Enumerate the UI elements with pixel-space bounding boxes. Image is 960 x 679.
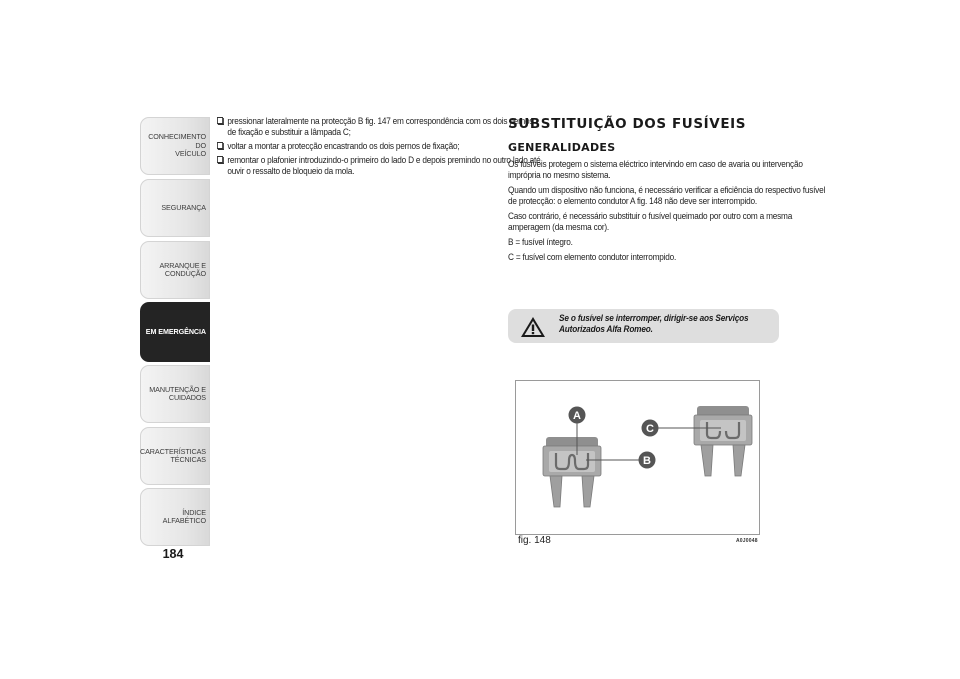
right-column-text xyxy=(508,159,828,267)
tab-label: CARACTERÍSTICAS TÉCNICAS xyxy=(140,446,206,464)
page-number: 184 xyxy=(162,547,184,561)
tab-arranque-e-conducao[interactable] xyxy=(140,241,210,299)
bullet-text: pressionar lateralmente na protecção B fig. 147 em correspondência com os dois pernos de fixação e substituir a lâmpada C; xyxy=(227,116,534,138)
paragraph: Quando um dispositivo não funciona, é necessário verificar a eficiência do respectivo fusível de protecção: o elemento condutor A fig. 148 não deve ser interrompido. xyxy=(508,185,826,207)
figure-caption: fig. 148 xyxy=(518,535,551,546)
tab-label: CONHECIMENTO DO VEÍCULO xyxy=(148,132,206,159)
label-c: C xyxy=(646,423,654,435)
list-item xyxy=(217,141,542,152)
list-item xyxy=(217,155,542,177)
checkbox-bullet-icon xyxy=(217,117,223,124)
blown-fuse xyxy=(694,406,752,476)
tab-manutencao-e-cuidados[interactable] xyxy=(140,365,210,423)
paragraph: Caso contrário, é necessário substituir o fusível queimado por outro com a mesma amperagem (da mesma cor). xyxy=(508,211,793,233)
bullet-text: voltar a montar a protecção encastrando os dois pernos de fixação; xyxy=(227,141,460,152)
checkbox-bullet-icon xyxy=(217,142,223,149)
figure-code: A0J0048 xyxy=(736,538,758,544)
section-title: SUBSTITUIÇÃO DOS FUSÍVEIS xyxy=(508,116,747,132)
bullet-text: remontar o plafonier introduzindo-o primeiro do lado D e depois premindo no outro lado até ouvir o ressalto de bloqueio da mola. xyxy=(227,155,541,177)
left-column xyxy=(217,116,542,180)
list-item xyxy=(217,116,542,138)
paragraph: C = fusível com elemento condutor interrompido. xyxy=(508,252,677,263)
tab-conhecimento-do-veiculo[interactable] xyxy=(140,117,210,175)
intact-fuse xyxy=(543,437,601,507)
tab-label: EM EMERGÊNCIA xyxy=(145,326,206,336)
subsection-title: GENERALIDADES xyxy=(508,141,616,154)
checkbox-bullet-icon xyxy=(217,156,223,163)
tab-label: ÍNDICE ALFABÉTICO xyxy=(162,507,206,525)
tab-seguranca[interactable] xyxy=(140,179,210,237)
paragraph: B = fusível íntegro. xyxy=(508,237,573,248)
tab-label: ARRANQUE E CONDUÇÃO xyxy=(159,260,206,278)
section-header xyxy=(508,116,818,132)
tab-label: SEGURANÇA xyxy=(161,202,206,212)
fuse-illustration xyxy=(516,381,759,534)
tab-em-emergencia[interactable] xyxy=(140,302,210,362)
tab-caracteristicas-tecnicas[interactable] xyxy=(140,427,210,485)
label-a: A xyxy=(573,410,581,422)
paragraph: Os fusíveis protegem o sistema eléctrico intervindo em caso de avaria ou intervenção imprópria no mesmo sistema. xyxy=(508,159,803,181)
label-b: B xyxy=(643,455,651,467)
warning-triangle-icon xyxy=(520,316,546,338)
tab-label: MANUTENÇÃO E CUIDADOS xyxy=(149,384,206,402)
fuse-figure xyxy=(515,380,760,535)
warning-box xyxy=(508,309,779,343)
warning-text: Se o fusível se interromper, dirigir-se aos Serviços Autorizados Alfa Romeo. xyxy=(559,312,749,334)
tab-indice-alfabetico[interactable] xyxy=(140,488,210,546)
